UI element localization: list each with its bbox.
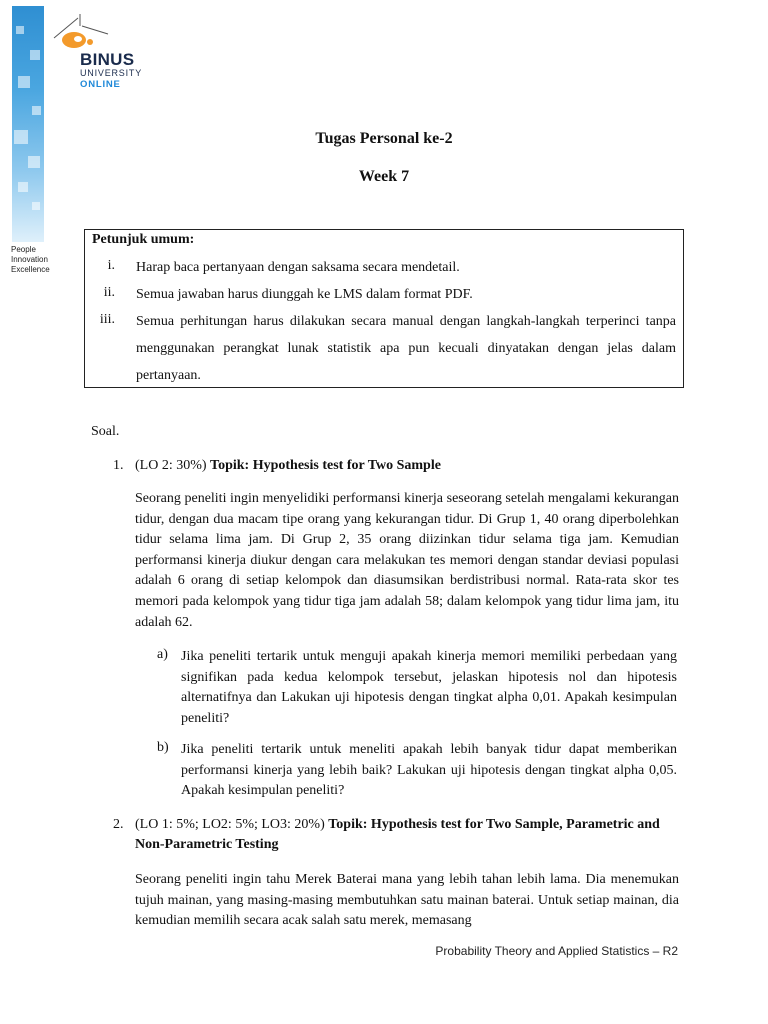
- page-footer: Probability Theory and Applied Statistics – R2: [435, 944, 678, 958]
- document-title: Tugas Personal ke-2: [315, 130, 453, 147]
- sub-question-text: Jika peneliti tertarik untuk menguji apakah kinerja memori memiliki perbedaan yang signifikan pada kedua kelompok tersebut, jelaskan hipotesis nol dan hipotesis alternatifnya dan Lakukan uji hipotesis dengan tingkat alpha 0,01. Apakah kesimpulan peneliti?: [181, 649, 677, 726]
- question-lo: (LO 2: 30%): [135, 458, 211, 473]
- question-number: 2.: [113, 817, 124, 832]
- question-heading: [135, 815, 680, 855]
- instructions-box: [84, 229, 684, 388]
- soal-label: Soal.: [91, 424, 120, 439]
- logo-brand: BINUS: [80, 50, 135, 69]
- logo-university: UNIVERSITY: [80, 68, 143, 78]
- tagline-line: Excellence: [11, 265, 50, 274]
- tagline-line: Innovation: [11, 255, 48, 264]
- instruction-text: Semua perhitungan harus dilakukan secara manual dengan langkah-langkah terperinci tanpa menggunakan perangkat lunak statistik apa pun kecuali dinyatakan dengan jelas dalam pertanyaan.: [136, 314, 676, 383]
- question-topic: Topik: Hypothesis test for Two Sample, Parametric and Non-Parametric Testing: [135, 817, 660, 852]
- tagline: [11, 245, 50, 275]
- logo-online: ONLINE: [80, 79, 121, 90]
- sub-question-number: b): [157, 740, 169, 755]
- decorative-side-strip: [12, 6, 44, 242]
- binus-logo: [50, 12, 160, 92]
- instruction-number: iii.: [99, 312, 115, 327]
- tagline-line: People: [11, 245, 36, 254]
- question-body: Seorang peneliti ingin tahu Merek Baterai mana yang lebih tahan lebih lama. Dia menemukan tujuh mainan, yang masing-masing membutuhkan satu mainan baterai. Untuk setiap mainan, dia kemudian memilih secara acak salah satu merek, memasang: [135, 872, 679, 929]
- instruction-text: Harap baca pertanyaan dengan saksama secara mendetail.: [136, 260, 460, 275]
- instruction-text: Semua jawaban harus diunggah ke LMS dalam format PDF.: [136, 287, 473, 302]
- question-lo: (LO 1: 5%; LO2: 5%; LO3: 20%): [135, 817, 329, 832]
- instruction-number: i.: [107, 258, 115, 273]
- instruction-number: ii.: [103, 285, 115, 300]
- sub-question-number: a): [157, 647, 168, 662]
- question-topic: Topik: Hypothesis test for Two Sample: [210, 458, 441, 473]
- question-body: Seorang peneliti ingin menyelidiki performansi kinerja seseorang setelah mengalami kekurangan tidur, dengan dua macam tipe orang yang kekurangan tidur. Di Grup 1, 40 orang diperbolehkan tidur selama lima jam. Di Grup 2, 35 orang diizinkan tidur selama tiga jam. Kemudian performansi kinerja diukur dengan cara melakukan tes memori dengan standar deviasi populasi adalah 6 orang di setiap kelompok dan diasumsikan berdistribusi normal. Rata-rata skor tes memori pada kelompok yang tidur tiga jam adalah 58; dalam kelompok yang tidur lima jam, itu adalah 62.: [135, 491, 679, 630]
- instructions-heading: Petunjuk umum:: [92, 232, 195, 247]
- sub-question-text: Jika peneliti tertarik untuk meneliti apakah lebih banyak tidur dapat memberikan performansi kinerja yang lebih baik? Lakukan uji hipotesis dengan tingkat alpha 0,05. Apakah kesimpulan peneliti?: [181, 742, 677, 799]
- week-label: Week 7: [358, 168, 410, 185]
- question-number: 1.: [113, 458, 124, 473]
- question-heading: [135, 456, 680, 476]
